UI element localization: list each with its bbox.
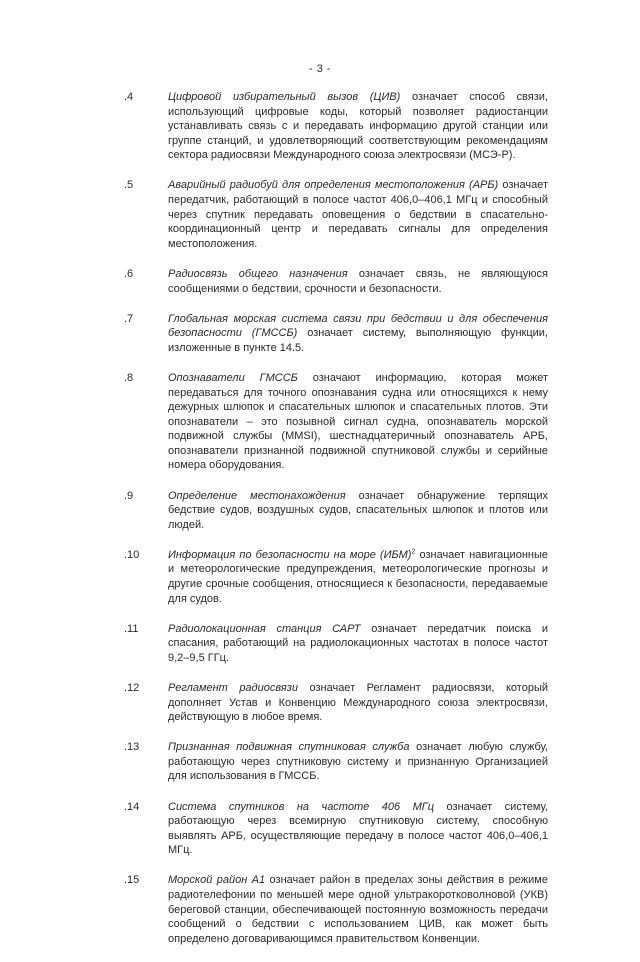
- definition-body: [168, 371, 548, 473]
- definition-text: означает связь, не являющуюся сообщениями о бедствии, срочности и безопасности.: [168, 267, 548, 295]
- definition-text: означает район в пределах зоны действия в режиме радиотелефонии по меньшей мере одной ультракоротковолновой (УКВ) береговой станции, обеспечивающей постоянную возможность передачи сообщений о бедствии с использованием ЦИВ, как может быть определено договаривающимся правительством Конвенции.: [168, 874, 548, 945]
- definition-number: .11: [124, 622, 139, 635]
- definition-body: [168, 622, 548, 666]
- definition-term: Глобальная морская система связи при бедствии и для обеспечения безопасности (ГМССБ): [168, 312, 548, 340]
- definition-body: [168, 681, 548, 725]
- definition-item: [0, 178, 640, 251]
- definition-number: .12: [124, 682, 140, 694]
- definition-term: Система спутников на частоте 406 МГц: [168, 800, 435, 813]
- definition-item: [0, 873, 640, 946]
- definition-item: [0, 312, 640, 356]
- definition-text: означает способ связи, использующий цифровые коды, который позволяет радиостанции устанавливать связь с и передавать информацию другой станции или группе станций, и удовлетворяющий соответствующим рекомендациям сектора радиосвязи Международного союза электросвязи (МСЭ-Р).: [168, 91, 548, 162]
- definition-text: означают информацию, которая может передаваться для точного опознавания судна или относящихся к нему дежурных шлюпок и спасательных шлюпок и спасательных плотов. Эти опознаватели – это позывной сигнал судна, опознаватель морской подвижной службы (MMSI), шестнадцатеричный опознаватель АРБ, опознаватели признанной подвижной спутниковой службы и серийные номера оборудования.: [168, 371, 548, 472]
- footnote-ref: 2: [411, 548, 416, 556]
- definition-term: Аварийный радиобуй для определения местоположения (АРБ): [168, 179, 499, 192]
- definition-number: .10: [124, 548, 140, 561]
- definition-body: [168, 740, 548, 784]
- definition-text: означает любую службу, работающую через спутниковую систему и признанную Организацией для использования в ГМССБ.: [168, 741, 548, 783]
- definition-item: [0, 800, 640, 858]
- definition-number: .8: [124, 371, 134, 384]
- definition-item: [0, 740, 640, 784]
- definition-number: .7: [124, 312, 134, 325]
- definition-item: [0, 90, 640, 163]
- definition-body: [168, 548, 548, 606]
- definition-term: Радиолокационная станция САРТ: [168, 622, 361, 635]
- definition-item: [0, 622, 640, 666]
- definition-text: означает навигационные и метеорологические предупреждения, метеорологические прогнозы и другие срочные сообщения, относящиеся к безопасности, передаваемые для судов.: [168, 548, 548, 605]
- definition-body: [168, 873, 548, 946]
- definition-text: означает систему, выполняющую функции, изложенные в пункте 14.5.: [168, 327, 548, 354]
- definition-item: [0, 371, 640, 473]
- definition-body: [168, 489, 548, 533]
- definition-item: [0, 267, 640, 296]
- definition-number: .6: [124, 267, 134, 280]
- definition-text: означает передатчик поиска и спасания, работающий на радиолокационных частотах в полосе частот 9,2–9,5 ГГц.: [168, 622, 549, 664]
- definition-item: [0, 681, 640, 725]
- definition-number: .13: [124, 741, 140, 754]
- definition-number: .9: [124, 489, 134, 502]
- definition-body: [168, 178, 548, 251]
- definition-term: Радиосвязь общего назначения: [168, 267, 348, 280]
- definition-item: [0, 489, 640, 533]
- page-number: - 3 -: [308, 63, 332, 75]
- definition-number: .14: [124, 800, 140, 813]
- definition-term: Определение местонахождения: [168, 489, 346, 502]
- definition-term: Регламент радиосвязи: [168, 682, 298, 694]
- definition-term: Информация по безопасности на море (ИБМ): [168, 548, 412, 561]
- definition-text: означает обнаружение терпящих бедствие судов, воздушных судов, спасательных шлюпок и плотов или людей.: [168, 489, 548, 531]
- definition-body: [168, 800, 548, 858]
- definition-term: Опознаватели ГМССБ: [168, 371, 298, 384]
- definition-number: .5: [124, 179, 134, 192]
- definition-body: [168, 267, 548, 296]
- definition-number: .4: [124, 91, 134, 103]
- definition-text: означает передатчик, работающий в полосе частот 406,0–406,1 МГц и способный через спутник передавать оповещения о бедствии в спасательно-координационный центр и передавать сигналы для определения местоположения.: [168, 179, 548, 250]
- definition-item: [0, 548, 640, 606]
- definition-text: означает Регламент радиосвязи, который дополняет Устав и Конвенцию Международного союза электросвязи, действующую в любое время.: [168, 682, 548, 724]
- definition-term: Морской район А1: [168, 874, 266, 887]
- definition-text: означает систему, работающую через всемирную спутниковую систему, способную выявлять АРБ, осуществляющие передачу в полосе частот 406,0–406,1 МГц.: [168, 800, 548, 857]
- definition-number: .15: [124, 874, 140, 887]
- definition-body: [168, 90, 548, 163]
- definitions-list: [0, 90, 640, 962]
- definition-term: Признанная подвижная спутниковая служба: [168, 741, 410, 754]
- definition-body: [168, 312, 548, 356]
- definition-term: Цифровой избирательный вызов (ЦИВ): [168, 91, 401, 103]
